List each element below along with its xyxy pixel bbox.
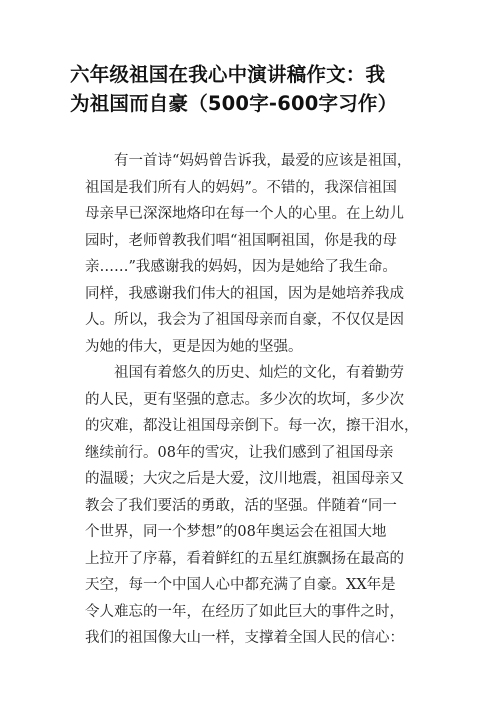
text-line: 祖国有着悠久的历史、灿烂的文化，有着勤劳 xyxy=(85,365,404,381)
text-line: 亲……”我感谢我的妈妈，因为是她给了我生命。 xyxy=(85,259,397,275)
text-line: 个世界，同一个梦想”的08年奥运会在祖国大地 xyxy=(85,524,387,540)
text-line: 继续前行。08年的雪灾，让我们感到了祖国母亲 xyxy=(85,444,394,461)
text-line: 的温暖；大灾之后是大爱，汶川地震，祖国母亲又 xyxy=(85,471,404,487)
paragraph-1 xyxy=(85,148,430,360)
title-line: 为祖国而自豪（500字-600字习作） xyxy=(70,92,398,115)
text-line: 同样，我感谢我们伟大的祖国，因为是她培养我成 xyxy=(85,285,404,302)
paragraph-2 xyxy=(85,360,430,652)
text-line: 教会了我们要活的勇敢，活的坚强。伴随着“同一 xyxy=(85,497,397,514)
text-line: 人。所以，我会为了祖国母亲而自豪，不仅仅是因 xyxy=(85,312,404,328)
text-line: 天空，每一个中国人心中都充满了自豪。XX年是 xyxy=(85,577,396,593)
text-line: 令人难忘的一年，在经历了如此巨大的事件之时， xyxy=(85,603,404,620)
text-line: 祖国是我们所有人的妈妈”。不错的，我深信祖国 xyxy=(85,179,397,196)
text-line: 我们的祖国像大山一样，支撑着全国人民的信心： xyxy=(85,630,404,646)
text-line: 园时，老师曾教我们唱“祖国啊祖国，你是我的母 xyxy=(85,232,397,249)
document-title xyxy=(70,60,440,118)
text-line: 上拉开了序幕，看着鲜红的五星红旗飘扬在最高的 xyxy=(85,550,404,567)
title-line: 六年级祖国在我心中演讲稿作文：我 xyxy=(70,63,386,86)
document-body xyxy=(85,148,430,652)
text-line: 的灾难，都没让祖国母亲倒下。每一次，擦干泪水， xyxy=(85,418,419,434)
text-line: 的人民，更有坚强的意志。多少次的坎坷，多少次 xyxy=(85,391,404,408)
text-line: 有一首诗“妈妈曾告诉我，最爱的应该是祖国， xyxy=(85,153,412,169)
text-line: 为她的伟大，更是因为她的坚强。 xyxy=(85,338,303,355)
text-line: 母亲早已深深地烙印在每一个人的心里。在上幼儿 xyxy=(85,206,404,222)
